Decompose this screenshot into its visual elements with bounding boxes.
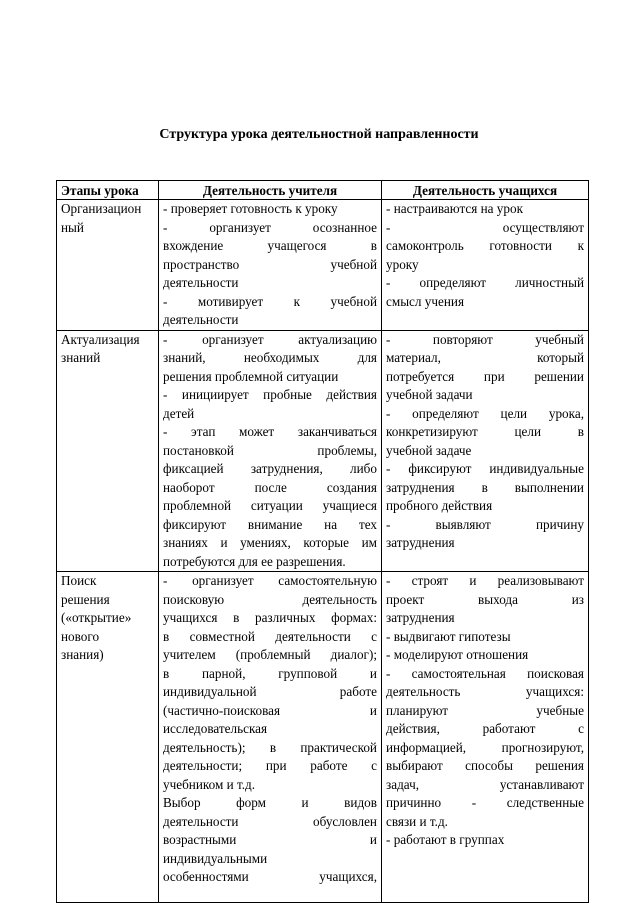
- stage-cell: [57, 572, 159, 903]
- lesson-structure-table: [56, 180, 589, 903]
- teacher-line: учителем (проблемный диалог);: [163, 647, 377, 662]
- teacher-line: решения проблемной ситуации: [163, 368, 339, 384]
- teacher-line: - организует актуализацию: [163, 331, 377, 347]
- student-line: причинно - следственные: [386, 795, 584, 810]
- student-line: - строят и реализовывают: [386, 573, 584, 588]
- student-line: затруднения: [386, 535, 455, 550]
- teacher-line: деятельности: [163, 312, 239, 327]
- student-line: самоконтроль готовности к: [386, 238, 584, 253]
- student-line: - настраиваются на урок: [386, 201, 524, 216]
- student-activity-cell: [382, 330, 589, 572]
- stage-line: Актуализация: [61, 331, 140, 347]
- teacher-line: - инициирует пробные действия: [163, 387, 377, 402]
- teacher-line: исследовательская: [163, 721, 268, 736]
- teacher-line: в совместной деятельности с: [163, 628, 377, 644]
- teacher-line: знаниях и умениях, которые им: [163, 535, 377, 550]
- stage-line: решения: [61, 591, 110, 607]
- teacher-line: фиксацией затруднения, либо: [163, 461, 377, 476]
- stage-line: знаний: [61, 350, 101, 365]
- teacher-line: - этап может заканчиваться: [163, 424, 377, 439]
- student-line: затруднения в выполнении: [386, 479, 584, 495]
- table-row: [57, 572, 589, 903]
- student-line: выбирают способы решения: [386, 758, 584, 773]
- header-stages: Этапы урока: [57, 181, 159, 200]
- teacher-line: проблемной ситуации учащиеся: [163, 498, 377, 513]
- student-line: пробного действия: [386, 498, 493, 513]
- teacher-line: деятельность); в практической: [163, 739, 377, 755]
- stage-line: Организацион: [61, 201, 142, 216]
- student-line: учебной задаче: [386, 442, 472, 458]
- table-body: [57, 200, 589, 903]
- student-line: - работают в группах: [386, 832, 505, 847]
- student-line: - определяют цели урока,: [386, 405, 584, 421]
- table-row: [57, 330, 589, 572]
- student-line: конкретизируют цели в: [386, 424, 584, 439]
- student-line: затруднения: [386, 610, 455, 625]
- student-line: - определяют личностный: [386, 275, 584, 290]
- teacher-line: Выбор форм и видов: [163, 795, 377, 810]
- student-line: материал, который: [386, 350, 584, 365]
- student-line: информацией, прогнозируют,: [386, 739, 584, 755]
- student-activity-cell: [382, 572, 589, 903]
- stage-line: ный: [61, 219, 84, 235]
- student-line: учебной задачи: [386, 387, 473, 402]
- teacher-line: деятельности: [163, 275, 239, 290]
- student-activity-cell: [382, 200, 589, 331]
- teacher-line: - мотивирует к учебной: [163, 293, 377, 309]
- teacher-line: учащихся в различных формах:: [163, 610, 377, 625]
- student-line: проект выхода из: [386, 591, 584, 607]
- teacher-line: детей: [163, 405, 195, 421]
- teacher-activity-cell: [159, 200, 382, 331]
- teacher-line: постановкой проблемы,: [163, 442, 377, 458]
- student-line: - осуществляют: [386, 219, 584, 235]
- teacher-line: индивидуальной работе: [163, 684, 377, 699]
- teacher-line: пространство учебной: [163, 256, 377, 272]
- student-line: потребуется при решении: [386, 368, 584, 384]
- student-line: связи и т.д.: [386, 813, 448, 829]
- teacher-line: - организует осознанное: [163, 219, 377, 235]
- stage-cell: [57, 200, 159, 331]
- teacher-line: (частично-поисковая и: [163, 702, 377, 718]
- teacher-line: - организует самостоятельную: [163, 573, 377, 588]
- stage-line: Поиск: [61, 573, 97, 588]
- teacher-line: деятельности обусловлен: [163, 813, 377, 829]
- student-line: смысл учения: [386, 293, 465, 309]
- student-line: - самостоятельная поисковая: [386, 665, 584, 681]
- student-line: уроку: [386, 256, 419, 272]
- table-header-row: [57, 181, 589, 200]
- student-line: действия, работают с: [386, 721, 584, 736]
- student-line: - повторяют учебный: [386, 331, 584, 347]
- student-line: задач, устанавливают: [386, 776, 584, 792]
- teacher-line: вхождение учащегося в: [163, 238, 377, 253]
- student-line: деятельность учащихся:: [386, 684, 584, 699]
- student-line: - моделируют отношения: [386, 647, 529, 662]
- teacher-line: знаний, необходимых для: [163, 350, 377, 365]
- stage-line: («открытие»: [61, 610, 132, 625]
- stage-line: знания): [61, 647, 104, 662]
- teacher-line: индивидуальными: [163, 850, 268, 866]
- teacher-activity-cell: [159, 330, 382, 572]
- header-teacher-activity: Деятельность учителя: [159, 181, 382, 200]
- teacher-line: поисковую деятельность: [163, 591, 377, 607]
- teacher-line: в парной, групповой и: [163, 665, 377, 681]
- page-title: Структура урока деятельностной направленности: [159, 127, 479, 142]
- teacher-line: деятельности; при работе с: [163, 758, 377, 773]
- teacher-line: наоборот после создания: [163, 479, 377, 495]
- teacher-line: фиксируют внимание на тех: [163, 516, 377, 532]
- header-student-activity: Деятельность учащихся: [382, 181, 589, 200]
- student-line: - выдвигают гипотезы: [386, 628, 511, 644]
- table-row: [57, 200, 589, 331]
- teacher-line: возрастными и: [163, 832, 377, 847]
- teacher-line: особенностями учащихся,: [163, 869, 377, 884]
- teacher-activity-cell: [159, 572, 382, 903]
- teacher-line: учебником и т.д.: [163, 776, 256, 792]
- student-line: планируют учебные: [386, 702, 584, 718]
- student-line: - фиксируют индивидуальные: [386, 461, 584, 476]
- teacher-line: потребуются для ее разрешения.: [163, 553, 346, 569]
- stage-cell: [57, 330, 159, 572]
- student-line: - выявляют причину: [386, 516, 584, 532]
- teacher-line: - проверяет готовность к уроку: [163, 201, 338, 216]
- stage-line: нового: [61, 628, 100, 644]
